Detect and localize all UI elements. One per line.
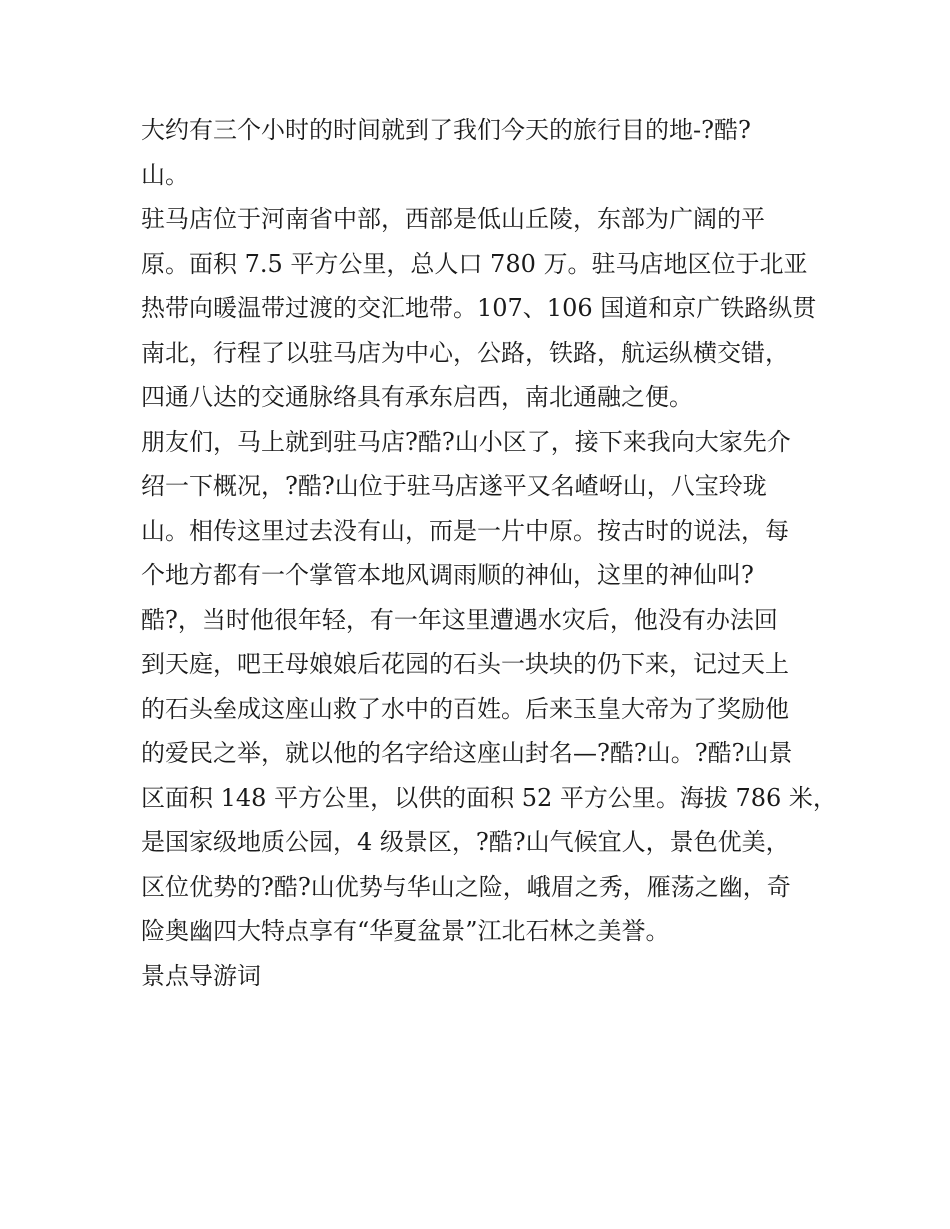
text-line: 南北，行程了以驻马店为中心，公路，铁路，航运纵横交错，: [141, 338, 789, 367]
text-line: 险奥幽四大特点享有“华夏盆景”江北石林之美誉。: [141, 917, 670, 945]
text-line: 个地方都有一个掌管本地风调雨顺的神仙，这里的神仙叫?: [141, 561, 754, 589]
text-line: 绍一下概况，?酷?山位于驻马店遂平又名嵖岈山，八宝玲珑: [141, 472, 767, 500]
text-line: 朋友们，马上就到驻马店?酷?山小区了，接下来我向大家先介: [141, 427, 791, 456]
text-line: 驻马店位于河南省中部，西部是低山丘陵，东部为广阔的平: [141, 205, 765, 233]
text-line: 区位优势的?酷?山优势与华山之险，峨眉之秀，雁荡之幽，奇: [141, 872, 791, 901]
document-body: [141, 108, 837, 998]
text-line: 酷?，当时他很年轻，有一年这里遭遇水灾后，他没有办法回: [141, 605, 778, 634]
text-line: 的爱民之举，就以他的名字给这座山封名—?酷?山。?酷?山景: [141, 739, 793, 767]
text-line: 原。面积 7.5 平方公里，总人口 780 万。驻马店地区位于北亚: [141, 249, 808, 278]
text-line: 山。: [141, 160, 189, 189]
text-line: 山。相传这里过去没有山，而是一片中原。按古时的说法，每: [141, 516, 789, 545]
text-line: 四通八达的交通脉络具有承东启西，南北通融之便。: [141, 383, 693, 411]
text-line: 大约有三个小时的时间就到了我们今天的旅行目的地-?酷?: [141, 116, 751, 144]
section-heading: 景点导游词: [141, 961, 261, 990]
text-line: 区面积 148 平方公里，以供的面积 52 平方公里。海拔 786 米，: [141, 783, 837, 812]
text-line: 的石头垒成这座山救了水中的百姓。后来玉皇大帝为了奖励他: [141, 694, 789, 723]
text-line: 是国家级地质公园，4 级景区，?酷?山气候宜人，景色优美，: [141, 828, 790, 856]
text-line: 热带向暖温带过渡的交汇地带。107、106 国道和京广铁路纵贯: [141, 294, 817, 322]
text-line: 到天庭，吧王母娘娘后花园的石头一块块的仍下来，记过天上: [141, 650, 789, 678]
